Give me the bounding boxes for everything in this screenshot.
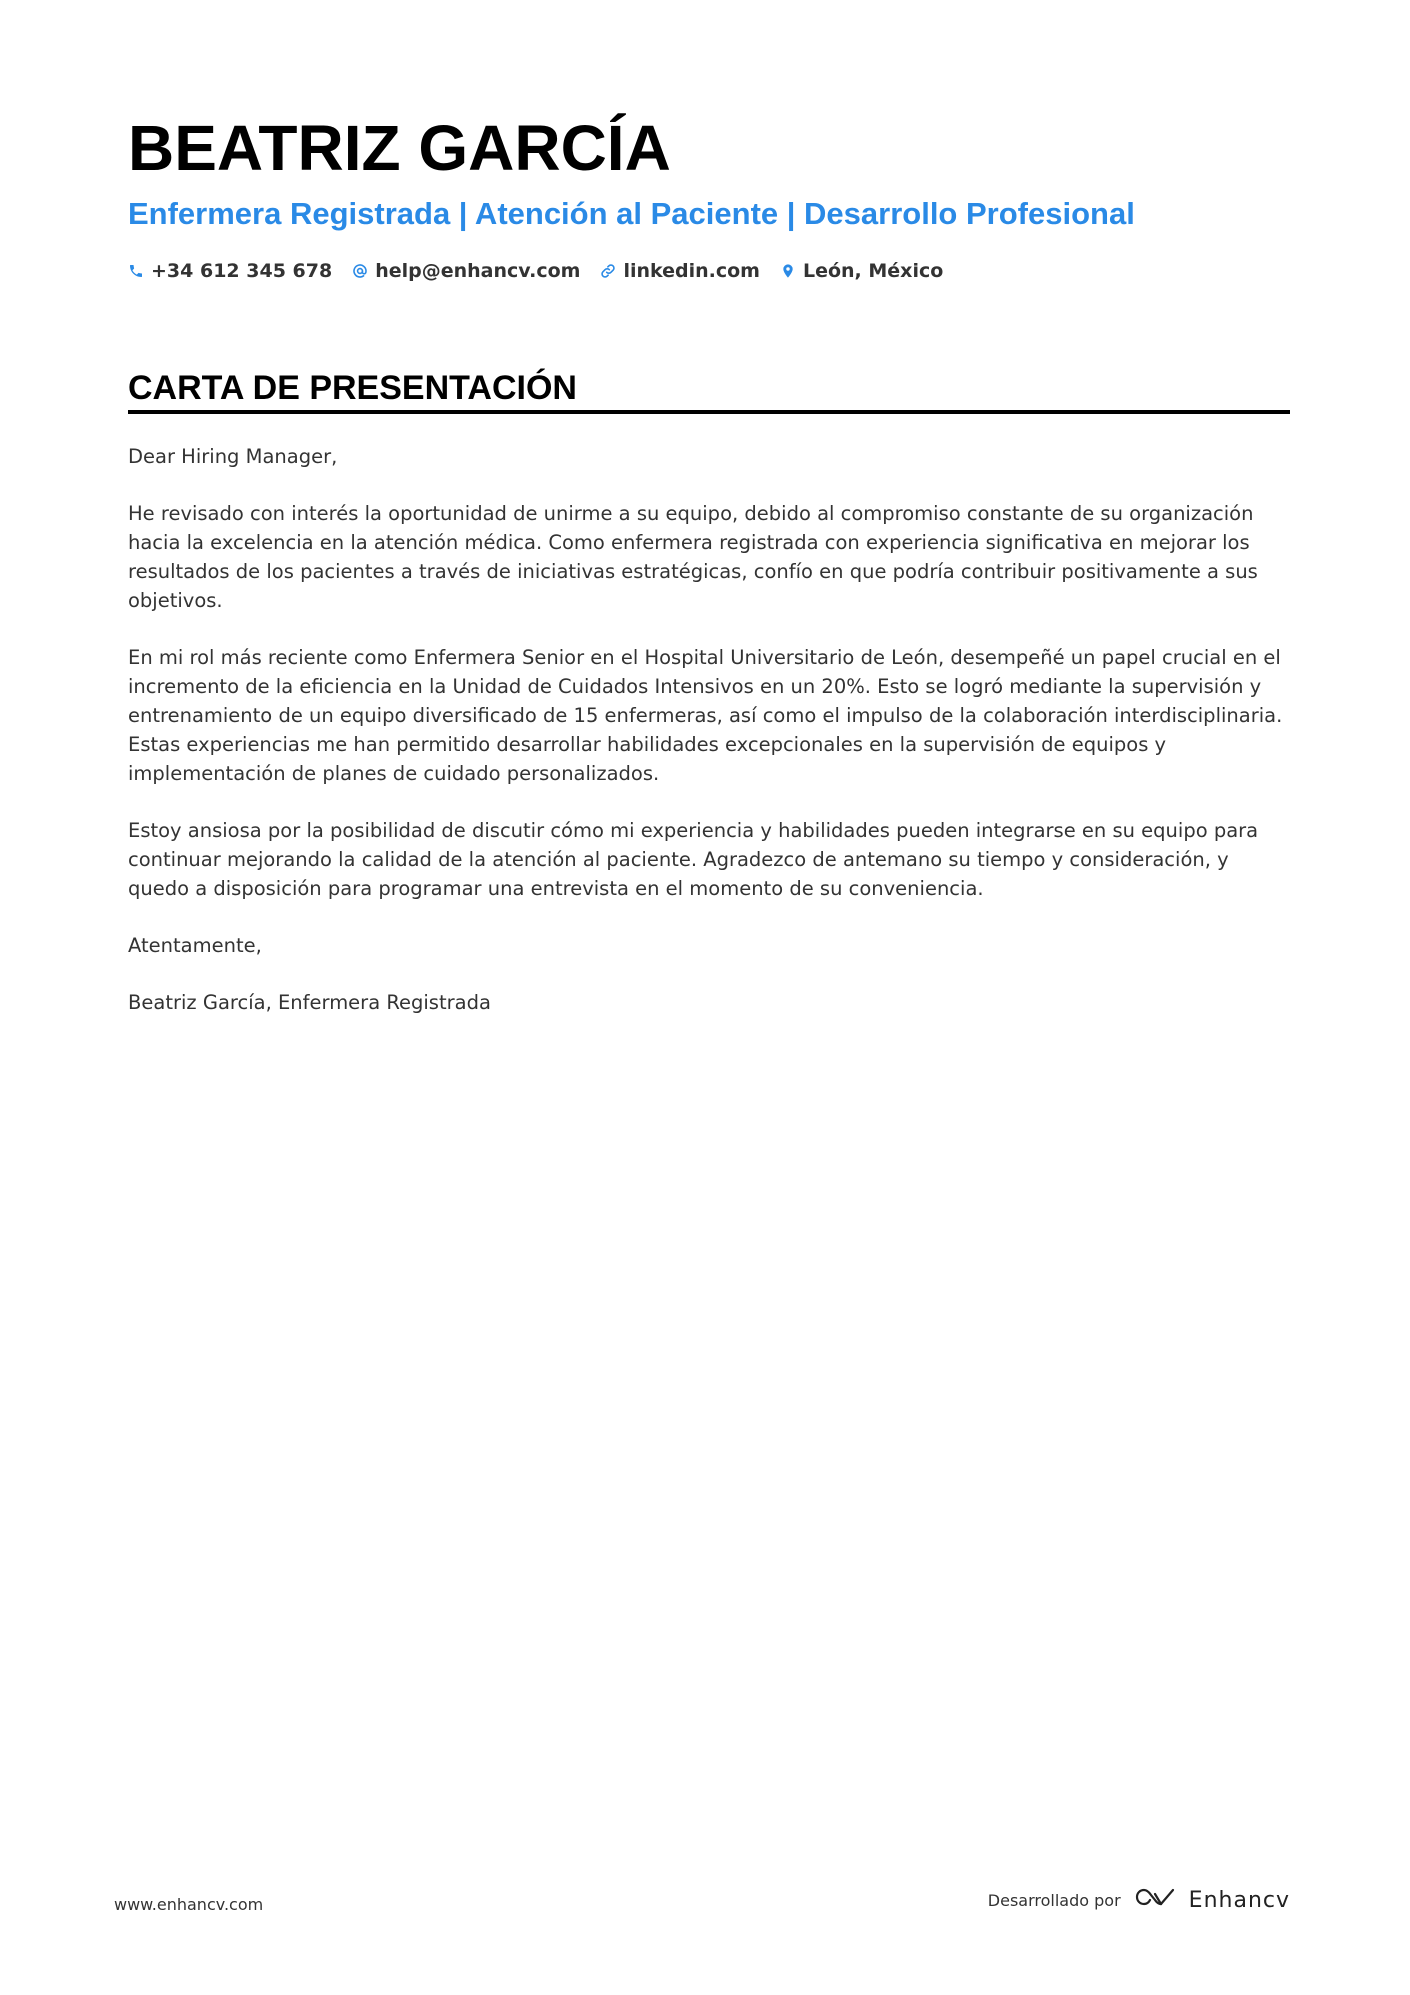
footer-website[interactable]: www.enhancv.com — [114, 1895, 264, 1914]
contact-email[interactable] — [352, 260, 580, 282]
contact-bar — [128, 260, 1290, 282]
location-text: León, México — [802, 260, 944, 282]
footer-branding — [988, 1885, 1290, 1915]
letter-paragraph: En mi rol más reciente como Enfermera Senior en el Hospital Universitario de León, desempeñé un papel crucial en el incremento de la eficiencia en la Unidad de Cuidados Intensivos en un 20%. Esto se logró mediante la supervisión y entrenamiento de un equipo diversificado de 15 enfermeras, así como el impulso de la colaboración interdisciplinaria. Estas experiencias me han permitido desarrollar habilidades excepcionales en la supervisión de equipos y implementación de planes de cuidado personalizados. — [128, 646, 1283, 785]
link-icon — [600, 263, 616, 279]
contact-phone[interactable] — [128, 260, 332, 282]
letter-paragraph: He revisado con interés la oportunidad de unirme a su equipo, debido al compromiso constante de su organización hacia la excelencia en la atención médica. Como enfermera registrada con experiencia significativa en mejorar los resultados de los pacientes a través de iniciativas estratégicas, confío en que podría contribuir positivamente a sus objetivos. — [128, 502, 1258, 612]
letter-signature: Beatriz García, Enfermera Registrada — [128, 991, 491, 1014]
contact-linkedin[interactable] — [600, 260, 760, 282]
letter-greeting: Dear Hiring Manager, — [128, 445, 338, 468]
location-pin-icon — [780, 262, 796, 280]
at-icon — [352, 263, 368, 279]
letter-closing: Atentamente, — [128, 934, 262, 957]
brand-name: Enhancv — [1188, 1887, 1290, 1913]
candidate-name: BEATRIZ GARCÍA — [128, 112, 671, 184]
powered-by-text: Desarrollado por — [987, 1890, 1121, 1910]
section-title: CARTA DE PRESENTACIÓN — [128, 368, 1290, 414]
linkedin-text: linkedin.com — [623, 260, 760, 282]
headline: Enfermera Registrada | Atención al Paciente | Desarrollo Profesional — [128, 196, 1135, 231]
enhancv-logo-icon — [1133, 1885, 1179, 1915]
email-text: help@enhancv.com — [375, 260, 581, 282]
cover-letter-page — [128, 110, 1290, 1045]
letter-paragraph: Estoy ansiosa por la posibilidad de discutir cómo mi experiencia y habilidades pueden integrarse en su equipo para continuar mejorando la calidad de la atención al paciente. Agradezco de antemano su tiempo y consideración, y quedo a disposición para programar una entrevista en el momento de su conveniencia. — [128, 819, 1259, 900]
brand-logo[interactable] — [1133, 1885, 1290, 1915]
phone-icon — [128, 263, 144, 279]
contact-location — [780, 260, 943, 282]
phone-text: +34 612 345 678 — [151, 260, 333, 282]
letter-body — [128, 442, 1290, 1017]
